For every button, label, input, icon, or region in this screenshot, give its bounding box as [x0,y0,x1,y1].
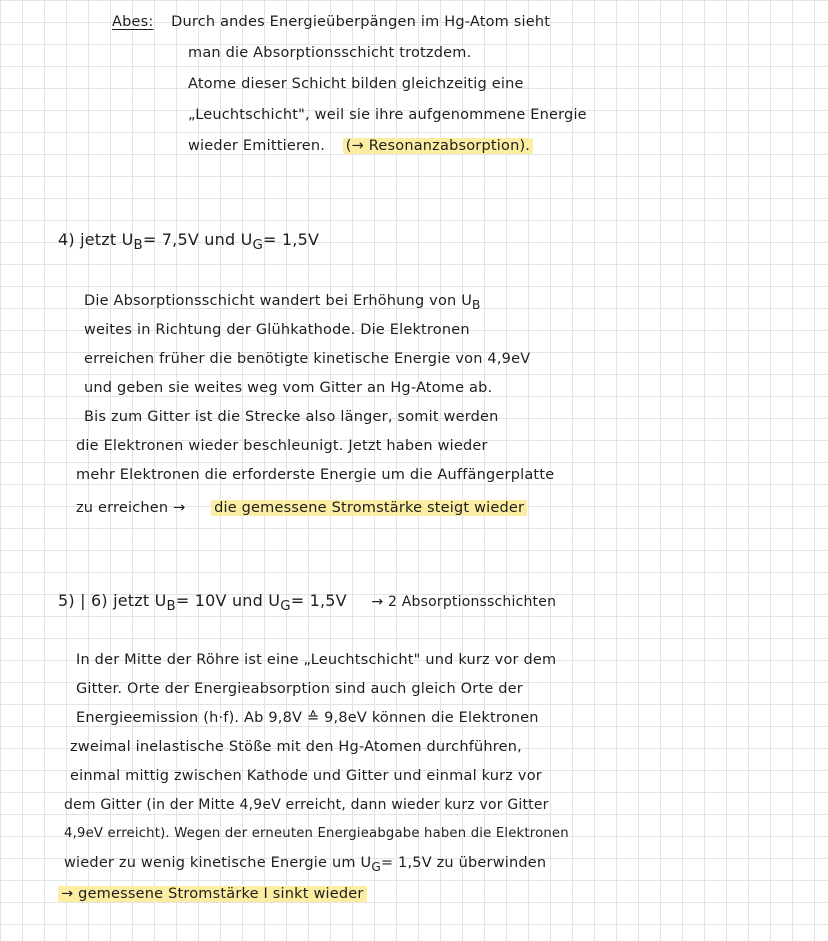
section4-line-3: erreichen früher die benötigte kinetische Energie von 4,9eV [84,351,531,367]
current-sinks-highlight: → gemessene Stromstärke I sinkt wieder [58,886,367,902]
absorption-layers-note: → 2 Absorptionsschichten [371,594,557,610]
section4-line-5: Bis zum Gitter ist die Strecke also länger, somit werden [84,409,499,425]
section56-heading: 5) | 6) jetzt $U_B= 10V$ und $U_G= 1,5V \to 2$ Absorptionsschichten [58,591,557,615]
section56-line-7: 4,9eV erreicht). Wegen der erneuten Energieabgabe haben die Elektronen [64,826,569,841]
section56-line-2: Gitter. Orte der Energieabsorption sind auch gleich Orte der [76,681,523,697]
section56-line-5: einmal mittig zwischen Kathode und Gitter und einmal kurz vor [70,768,542,784]
section56-line-1: In der Mitte der Röhre ist eine „Leuchtschicht" und kurz vor dem [76,652,557,668]
block1-line-1 [112,10,550,34]
block1-line-2: man die Absorptionsschicht trotzdem. [188,45,472,61]
section56-line-9 [58,882,367,906]
section56-line-4: zweimal inelastische Stöße mit den Hg-Atomen durchführen, [70,739,522,755]
block1-line-1-text: Durch andes Energieüberpängen im Hg-Atom sieht [171,14,551,30]
section56-line-8: wieder zu wenig kinetische Energie um $U_G= 1,5V$ zu überwinden [64,855,547,874]
section4-heading: 4) jetzt $U_B= 7,5V$ und $U_G= 1,5V$ [58,230,320,254]
section4-line-1: Die Absorptionsschicht wandert bei Erhöhung von $U_B$ [84,293,481,312]
resonance-highlight: (→ Resonanzabsorption). [343,138,533,154]
section4-line-7: mehr Elektronen die erforderste Energie um die Auffängerplatte [76,467,555,483]
section4-line-8: zu erreichen → die gemessene Stromstärke steigt wieder [76,496,527,520]
section4-line-4: und geben sie weites weg vom Gitter an Hg-Atome ab. [84,380,493,396]
block1-line-4: „Leuchtschicht", weil sie ihre aufgenommene Energie [188,107,587,123]
section4-line-2: weites in Richtung der Glühkathode. Die Elektronen [84,322,470,338]
block1-line-5 [188,134,533,158]
section4-line-6: die Elektronen wieder beschleunigt. Jetzt haben wieder [76,438,488,454]
current-rises-highlight: die gemessene Stromstärke steigt wieder [211,500,527,516]
block1-line-3: Atome dieser Schicht bilden gleichzeitig eine [188,76,524,92]
section56-line-6: dem Gitter (in der Mitte 4,9eV erreicht, dann wieder kurz vor Gitter [64,797,549,813]
abes-label: Abes: [112,14,154,30]
block1-line-5-text: wieder Emittieren. [188,138,326,154]
section56-line-3: Energieemission (h·f). Ab 9,8V ≙ 9,8eV können die Elektronen [76,710,539,726]
